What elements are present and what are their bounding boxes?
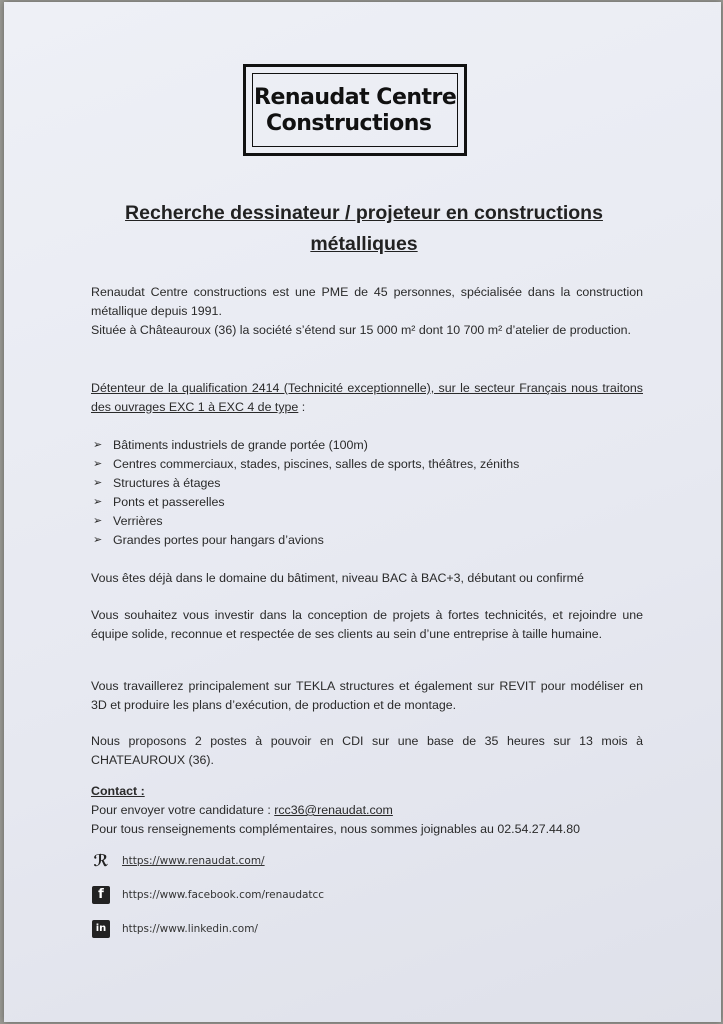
tools-paragraph: Vous travaillerez principalement sur TEKLA structures et également sur REVIT pour modéliser en 3D et produire les plans d’exécution, de production et de montage. bbox=[91, 679, 643, 712]
list-item: ➢ Grandes portes pour hangars d’avions bbox=[91, 531, 651, 550]
qualification-text: Détenteur de la qualification 2414 (Technicité exceptionnelle), sur le secteur Français nous traitons des ouvrages EXC 1 à EXC 4 de type bbox=[91, 381, 643, 414]
arrow-bullet-icon: ➢ bbox=[93, 496, 103, 508]
profile-paragraph: Vous êtes déjà dans le domaine du bâtiment, niveau BAC à BAC+3, débutant ou confirmé bbox=[91, 571, 584, 585]
facebook-link[interactable]: https://www.facebook.com/renaudatcc bbox=[122, 889, 325, 901]
website-link[interactable]: https://www.renaudat.com/ bbox=[122, 855, 265, 867]
arrow-bullet-icon: ➢ bbox=[93, 477, 103, 489]
website-link-row[interactable] bbox=[92, 852, 392, 874]
qualification-paragraph bbox=[91, 379, 643, 417]
logo-line-2: Constructions bbox=[266, 111, 432, 136]
renaudat-logo-icon: ℛ bbox=[93, 851, 109, 870]
facebook-icon: f bbox=[92, 886, 110, 904]
contact-email-link[interactable]: rcc36@renaudat.com bbox=[274, 803, 393, 817]
linkedin-icon: in bbox=[92, 920, 110, 938]
phone-line: Pour tous renseignements complémentaires, nous sommes joignables au 02.54.27.44.80 bbox=[91, 822, 581, 836]
contact-section bbox=[91, 782, 643, 839]
list-item: ➢ Structures à étages bbox=[91, 474, 651, 493]
offer-paragraph: Nous proposons 2 postes à pouvoir en CDI sur une base de 35 heures sur 13 mois à CHATEAUROUX (36). bbox=[91, 734, 643, 767]
list-item: ➢ Verrières bbox=[91, 512, 651, 531]
linkedin-link-row[interactable] bbox=[92, 920, 392, 942]
qualification-suffix: : bbox=[298, 400, 306, 414]
document-page bbox=[4, 2, 721, 1022]
contact-heading: Contact : bbox=[91, 784, 145, 798]
logo-line-1: Renaudat Centre bbox=[254, 85, 457, 110]
list-item: ➢ Centres commerciaux, stades, piscines, salles de sports, théâtres, zéniths bbox=[91, 455, 651, 474]
application-line: Pour envoyer votre candidature : rcc36@renaudat.com bbox=[91, 803, 393, 817]
linkedin-link[interactable]: https://www.linkedin.com/ bbox=[122, 923, 258, 935]
arrow-bullet-icon: ➢ bbox=[93, 515, 103, 527]
intro-paragraph-1: Renaudat Centre constructions est une PME de 45 personnes, spécialisée dans la construction métallique depuis 1991. bbox=[91, 285, 643, 318]
page-title-line-1: Recherche dessinateur / projeteur en constructions bbox=[125, 202, 603, 224]
page-title-line-2: métalliques bbox=[310, 233, 418, 255]
mission-paragraph: Vous souhaitez vous investir dans la conception de projets à fortes technicités, et rejoindre une équipe solide, reconnue et respectée de ses clients au sein d’une entreprise à taille humaine. bbox=[91, 608, 643, 641]
arrow-bullet-icon: ➢ bbox=[93, 534, 103, 546]
arrow-bullet-icon: ➢ bbox=[93, 458, 103, 470]
arrow-bullet-icon: ➢ bbox=[93, 439, 103, 451]
company-logo bbox=[243, 64, 467, 156]
list-item: ➢ Ponts et passerelles bbox=[91, 493, 651, 512]
list-item: ➢ Bâtiments industriels de grande portée (100m) bbox=[91, 436, 651, 455]
intro-paragraph-2: Située à Châteauroux (36) la société s’étend sur 15 000 m² dont 10 700 m² d’atelier de production. bbox=[91, 323, 632, 337]
facebook-link-row[interactable] bbox=[92, 886, 392, 908]
project-type-list bbox=[91, 436, 651, 550]
